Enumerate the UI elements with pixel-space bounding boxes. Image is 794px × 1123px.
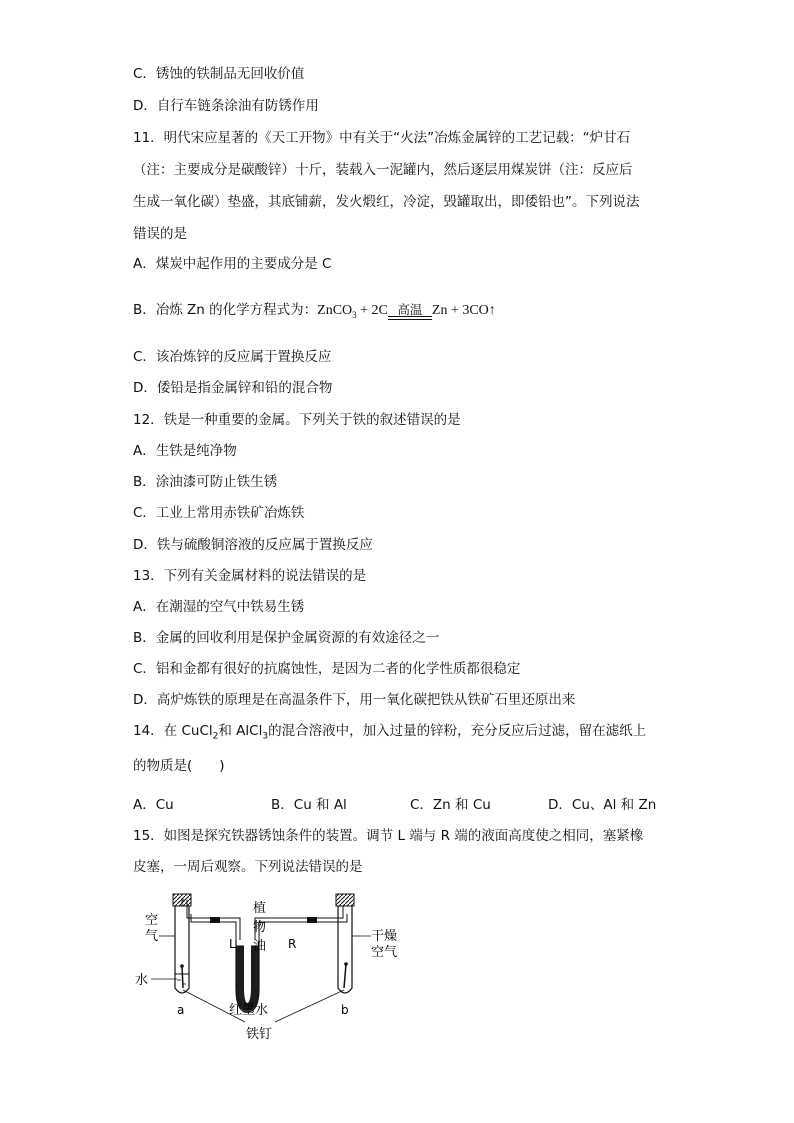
q12-option-a: A．生铁是纯净物 — [133, 443, 237, 459]
label-b: b — [341, 1003, 349, 1017]
q12-option-d: D．铁与硫酸铜溶液的反应属于置换反应 — [133, 537, 373, 553]
rust-experiment-figure — [125, 888, 415, 1048]
q14-option-d: D．Cu、Al 和 Zn — [548, 797, 657, 813]
q11-option-d: D．倭铅是指金属锌和铅的混合物 — [133, 380, 333, 396]
equation-condition: 高温 — [388, 316, 432, 325]
q14-option-b: B．Cu 和 Al — [271, 797, 347, 813]
label-R: R — [288, 937, 297, 951]
label-air-2: 气 — [145, 929, 159, 944]
q11-stem-line-4: 错误的是 — [133, 226, 187, 242]
q14-option-a: A．Cu — [133, 797, 174, 813]
q13-option-b: B．金属的回收利用是保护金属资源的有效途径之一 — [133, 630, 440, 646]
q15-stem-line-2: 皮塞，一周后观察。下列说法错误的是 — [133, 859, 363, 875]
q13-stem: 13．下列有关金属材料的说法错误的是 — [133, 568, 367, 584]
q11-option-c: C．该冶炼锌的反应属于置换反应 — [133, 349, 332, 365]
q14-stem-line-2: 的物质是( ) — [133, 758, 225, 774]
q12-option-c: C．工业上常用赤铁矿冶炼铁 — [133, 505, 305, 521]
label-oil-2: 物 — [253, 920, 267, 935]
q11-option-b — [133, 300, 496, 325]
q14-stem-line-1: 14．在 CuCl$_2$和 AlCl$_3$的混合溶液中，加入过量的锌粉，充分反应后过滤，留在滤纸上 — [133, 723, 647, 742]
q14-option-c: C．Zn 和 Cu — [410, 797, 491, 813]
q11-option-a: A．煤炭中起作用的主要成分是 C — [133, 256, 332, 272]
right-stopper — [336, 894, 354, 906]
label-water: 水 — [135, 973, 149, 988]
chemical-equation: ZnCO$_3$ + 2C 高温 Zn + 3CO↑ — [317, 301, 496, 325]
label-red-ink: 红墨水 — [229, 1003, 269, 1018]
q12-stem: 12．铁是一种重要的金属。下列关于铁的叙述错误的是 — [133, 412, 461, 428]
q13-option-c: C．铝和金都有很好的抗腐蚀性，是因为二者的化学性质都很稳定 — [133, 661, 521, 677]
iron-nail-b — [344, 964, 346, 988]
label-oil-1: 植 — [253, 901, 267, 916]
q13-option-d: D．高炉炼铁的原理是在高温条件下，用一氧化碳把铁从铁矿石里还原出来 — [133, 692, 576, 708]
label-air-1: 空 — [145, 913, 159, 928]
q15-stem-line-1: 15．如图是探究铁器锈蚀条件的装置。调节 L 端与 R 端的液面高度使之相同，塞紧橡 — [133, 828, 644, 844]
label-iron-nail: 铁钉 — [246, 1027, 273, 1042]
q10-option-d: D．自行车链条涂油有防锈作用 — [133, 98, 319, 114]
label-dry-air-2: 空气 — [371, 945, 398, 960]
q11-stem-line-1: 11．明代宋应星著的《天工开物》中有关于“火法”冶炼金属锌的工艺记载：“炉甘石 — [133, 130, 631, 146]
label-dry-air-1: 干燥 — [371, 929, 398, 944]
label-oil-3: 油 — [253, 939, 267, 954]
q11-stem-line-2: （注：主要成分是碳酸锌）十斤，装载入一泥罐内，然后逐层用煤炭饼（注：反应后 — [133, 162, 633, 178]
label-a: a — [177, 1003, 185, 1017]
q13-option-a: A．在潮湿的空气中铁易生锈 — [133, 599, 305, 615]
iron-nail-a — [182, 966, 183, 988]
q12-option-b: B．涂油漆可防止铁生锈 — [133, 474, 278, 490]
label-L: L — [229, 937, 236, 951]
q10-option-c: C．锈蚀的铁制品无回收价值 — [133, 66, 305, 82]
q11-stem-line-3: 生成一氧化碳）垫盛，其底铺薪，发火煅红，冷淀，毁罐取出，即倭铅也”。下列说法 — [133, 194, 640, 210]
q11-option-b-prefix: B．冶炼 Zn 的化学方程式为： — [133, 302, 318, 318]
q14-options — [133, 795, 693, 815]
